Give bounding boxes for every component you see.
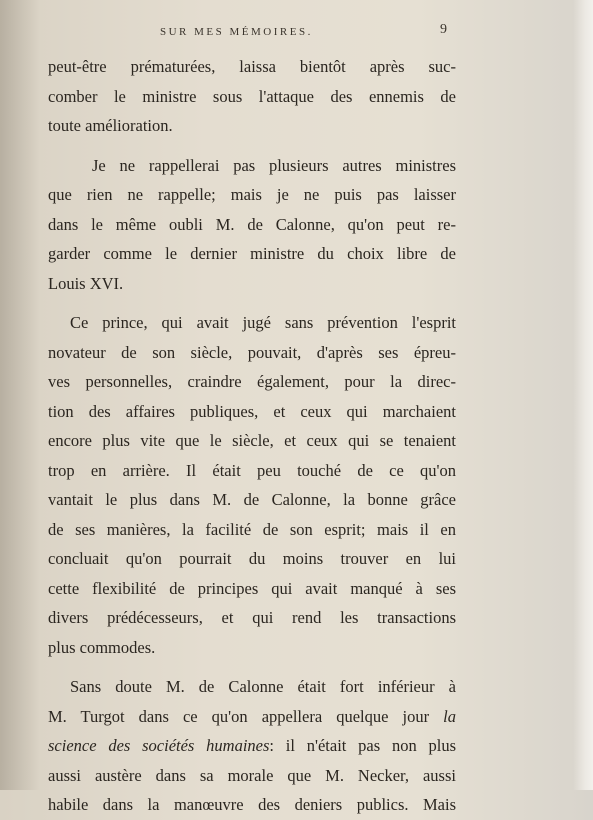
text-line: divers prédécesseurs, et qui rend les transactions <box>48 608 456 627</box>
text-line: plus commodes. <box>48 637 156 657</box>
text-line-with-italic <box>48 731 456 761</box>
text-line: cette flexibilité de principes qui avait manqué à ses <box>48 578 456 598</box>
text-line: de ses manières, la facilité de son esprit; mais il en <box>48 519 456 539</box>
text-line: Je ne rappellerai pas plusieurs autres ministres <box>92 155 456 175</box>
italic-fragment: science des sociétés humaines <box>48 736 270 755</box>
text-line: Louis XVI. <box>48 273 124 293</box>
text-line: que rien ne rappelle; mais je ne puis pas laisser <box>48 185 456 204</box>
text-line: concluait qu'on pourrait du moins trouver en lui <box>48 549 456 568</box>
text-line: aussi austère dans sa morale que M. Necker, aussi <box>48 765 456 785</box>
paragraph-3 <box>48 308 456 662</box>
text-line: encore plus vite que le siècle, et ceux qui se tenaient <box>48 431 456 450</box>
text-line: trop en arrière. Il était peu touché de ce qu'on <box>48 460 456 480</box>
page-number: 9 <box>440 22 447 37</box>
paragraph-4 <box>48 672 456 820</box>
body-text <box>48 52 456 820</box>
text-line: comber le ministre sous l'attaque des ennemis de <box>48 86 456 106</box>
text-line: Sans doute M. de Calonne était fort inférieur à <box>70 677 456 696</box>
text-line: vantait le plus dans M. de Calonne, la bonne grâce <box>48 490 456 509</box>
text-line: peut-être prématurées, laissa bientôt après suc- <box>48 57 456 76</box>
text-line: ves personnelles, craindre également, pour la direc- <box>48 372 456 391</box>
italic-fragment: la <box>443 706 456 726</box>
next-page-edge <box>573 0 593 790</box>
running-title: SUR MES MÉMOIRES. <box>160 26 313 38</box>
paragraph-1 <box>48 52 456 141</box>
page-gutter-shadow <box>0 0 40 790</box>
text-line: toute amélioration. <box>48 116 173 135</box>
text-line-with-italic <box>48 702 456 732</box>
paragraph-2 <box>48 151 456 299</box>
text-fragment: M. Turgot dans ce qu'on appellera quelque jour <box>48 706 430 726</box>
text-line: Ce prince, qui avait jugé sans prévention l'esprit <box>70 313 456 332</box>
text-line: novateur de son siècle, pouvait, d'après ses épreu- <box>48 342 456 362</box>
text-line: habile dans la manœuvre des deniers publics. Mais <box>48 795 456 814</box>
text-fragment: : il n'était pas non plus <box>269 736 456 755</box>
text-line: garder comme le dernier ministre du choix libre de <box>48 244 456 263</box>
text-line: tion des affaires publiques, et ceux qui marchaient <box>48 401 456 421</box>
text-line: dans le même oubli M. de Calonne, qu'on peut re- <box>48 214 456 234</box>
